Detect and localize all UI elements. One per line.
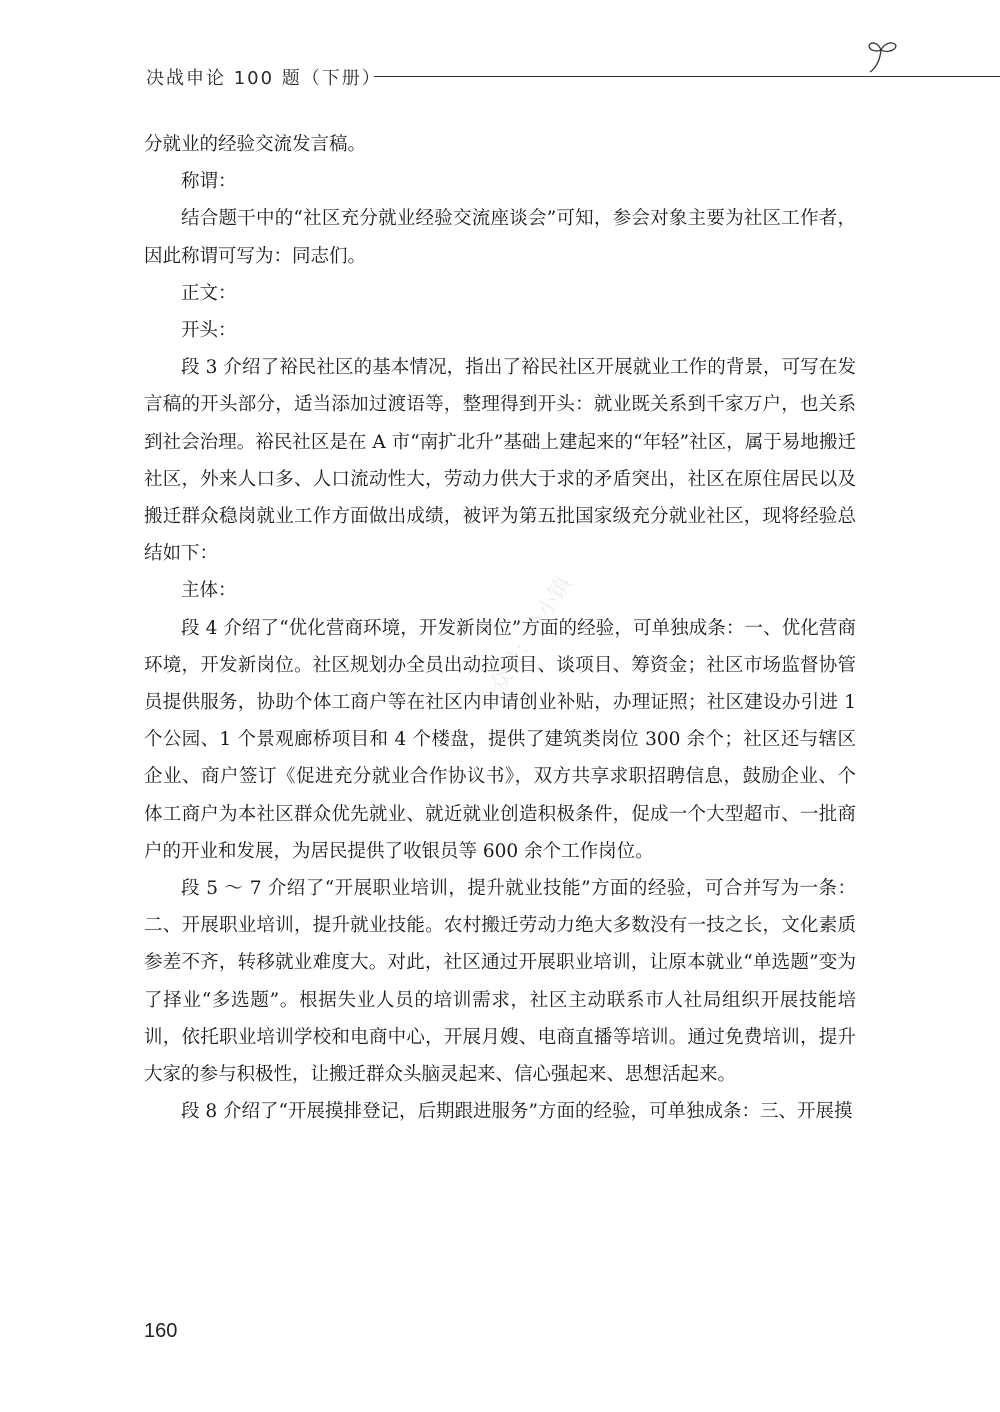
header-rule <box>374 76 1000 77</box>
paragraph: 段 5 ～ 7 介绍了“开展职业培训，提升就业技能”方面的经验，可合并写为一条：二、开展职业培训，提升就业技能。农村搬迁劳动力绝大多数没有一技之长，文化素质参差不齐，转移就业难度大。对此，社区通过开展职业培训，让原本就业“单选题”变为了择业“多选题”。根据失业人员的培训需求，社区主动联系市人社局组织开展技能培训，依托职业培训学校和电商中心，开展月嫂、电商直播等培训。通过免费培训，提升大家的参与积极性，让搬迁群众头脑灵起来、信心强起来、思想活起来。 <box>144 878 856 1086</box>
paragraph-main-heading: 主体： <box>181 580 237 602</box>
paragraph: 结合题干中的“社区充分就业经验交流座谈会”可知，参会对象主要为社区工作者，因此称谓可写为：同志们。 <box>144 208 856 267</box>
paragraph-salutation-heading: 称谓： <box>181 171 237 193</box>
paragraph-opening-heading: 开头： <box>181 320 237 342</box>
paragraph-body-heading: 正文： <box>181 282 237 304</box>
sprout-icon <box>866 38 900 76</box>
running-header <box>146 56 896 96</box>
book-title: 决战申论 100 题（下册） <box>146 68 382 89</box>
paragraph: 段 8 介绍了“开展摸排登记，后期跟进服务”方面的经验，可单独成条：三、开展摸 <box>181 1101 853 1123</box>
body-text <box>144 126 856 1130</box>
paragraph: 段 3 介绍了裕民社区的基本情况，指出了裕民社区开展就业工作的背景，可写在发言稿的开头部分，适当添加过渡语等，整理得到开头：就业既关系到千家万户，也关系到社会治理。裕民社区是在 A 市“南扩北升”基础上建起来的“年轻”社区，属于易地搬迁社区，外来人口多、人口流动性大，劳动力供大于求的矛盾突出，社区在原住居民以及搬迁群众稳岗就业工作方面做出成绩，被评为第五批国家级充分就业社区，现将经验总结如下： <box>144 357 856 565</box>
watermark: 公众号：公小镇 <box>474 572 578 716</box>
paragraph: 分就业的经验交流发言稿。 <box>144 134 367 155</box>
page-number: 160 <box>144 1320 178 1342</box>
paragraph: 段 4 介绍了“优化营商环境，开发新岗位”方面的经验，可单独成条：一、优化营商环境，开发新岗位。社区规划办全员出动拉项目、谈项目、筹资金；社区市场监督协管员提供服务，协助个体工商户等在社区内申请创业补贴，办理证照；社区建设办引进 1 个公园、1 个景观廊桥项目和 4 个楼盘，提供了建筑类岗位 300 余个；社区还与辖区企业、商户签订《促进充分就业合作协议书》，双方共享求职招聘信息，鼓励企业、个体工商户为本社区群众优先就业、就近就业创造积极条件，促成一个大型超市、一批商户的开业和发展，为居民提供了收银员等 600 余个工作岗位。 <box>144 617 856 862</box>
